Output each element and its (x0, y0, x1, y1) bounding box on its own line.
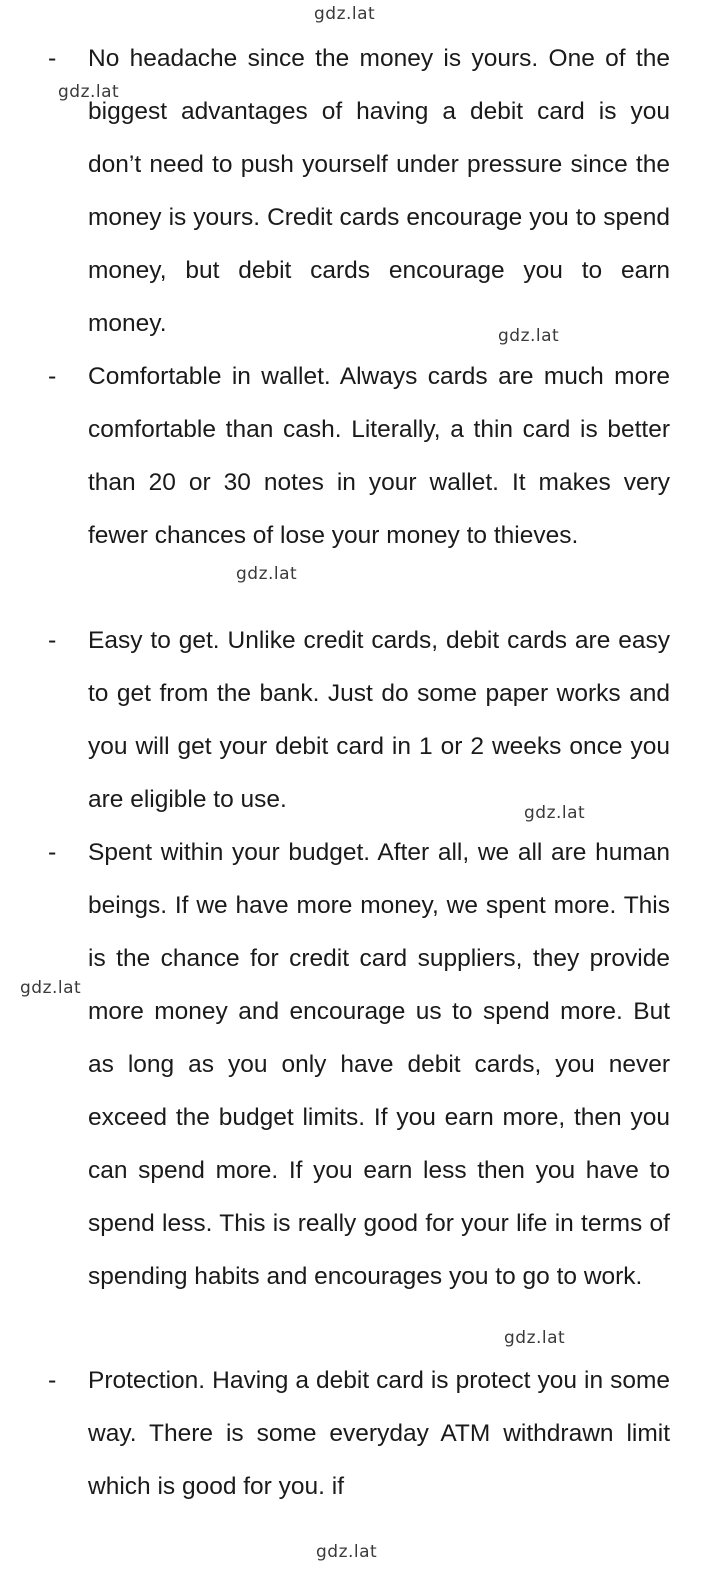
watermark: gdz.lat (236, 564, 298, 584)
bullet-dash: - (48, 838, 57, 866)
watermark: gdz.lat (58, 82, 120, 102)
watermark: gdz.lat (504, 1328, 566, 1348)
watermark: gdz.lat (498, 326, 560, 346)
bullet-dash: - (48, 626, 57, 654)
bullet-text: Spent within your budget. After all, we all are human beings. If we have more money, we spent more. This is the chance for credit card suppliers, they provide more money and encourage us to spend more. But as long as you only have debit cards, you never exceed the budget limits. If you earn more, then you can spend more. If you earn less then you have to spend less. This is really good for your life in terms of spending habits and encourages you to go to work. (88, 839, 670, 1290)
bullet-text: Comfortable in wallet. Always cards are much more comfortable than cash. Literally, a thin card is better than 20 or 30 notes in your wallet. It makes very fewer chances of lose your money to thieves. (88, 363, 670, 549)
bullet-dash: - (48, 44, 57, 72)
bullet-text: No headache since the money is yours. One of the biggest advantages of having a debit card is you don’t need to push yourself under pressure since the money is yours. Credit cards encourage you to spend money, but debit cards encourage you to earn money. (88, 45, 670, 337)
watermark: gdz.lat (524, 803, 586, 823)
watermark: gdz.lat (316, 1542, 378, 1562)
bullet-dash: - (48, 1366, 57, 1394)
bullet-text: Protection. Having a debit card is protect you in some way. There is some everyday ATM withdrawn limit which is good for you. if (88, 1367, 670, 1500)
watermark: gdz.lat (20, 978, 82, 998)
bullet-dash: - (48, 362, 57, 390)
bullet-text: Easy to get. Unlike credit cards, debit cards are easy to get from the bank. Just do some paper works and you will get your debit card in 1 or 2 weeks once you are eligible to use. (88, 627, 670, 813)
watermark: gdz.lat (314, 4, 376, 24)
